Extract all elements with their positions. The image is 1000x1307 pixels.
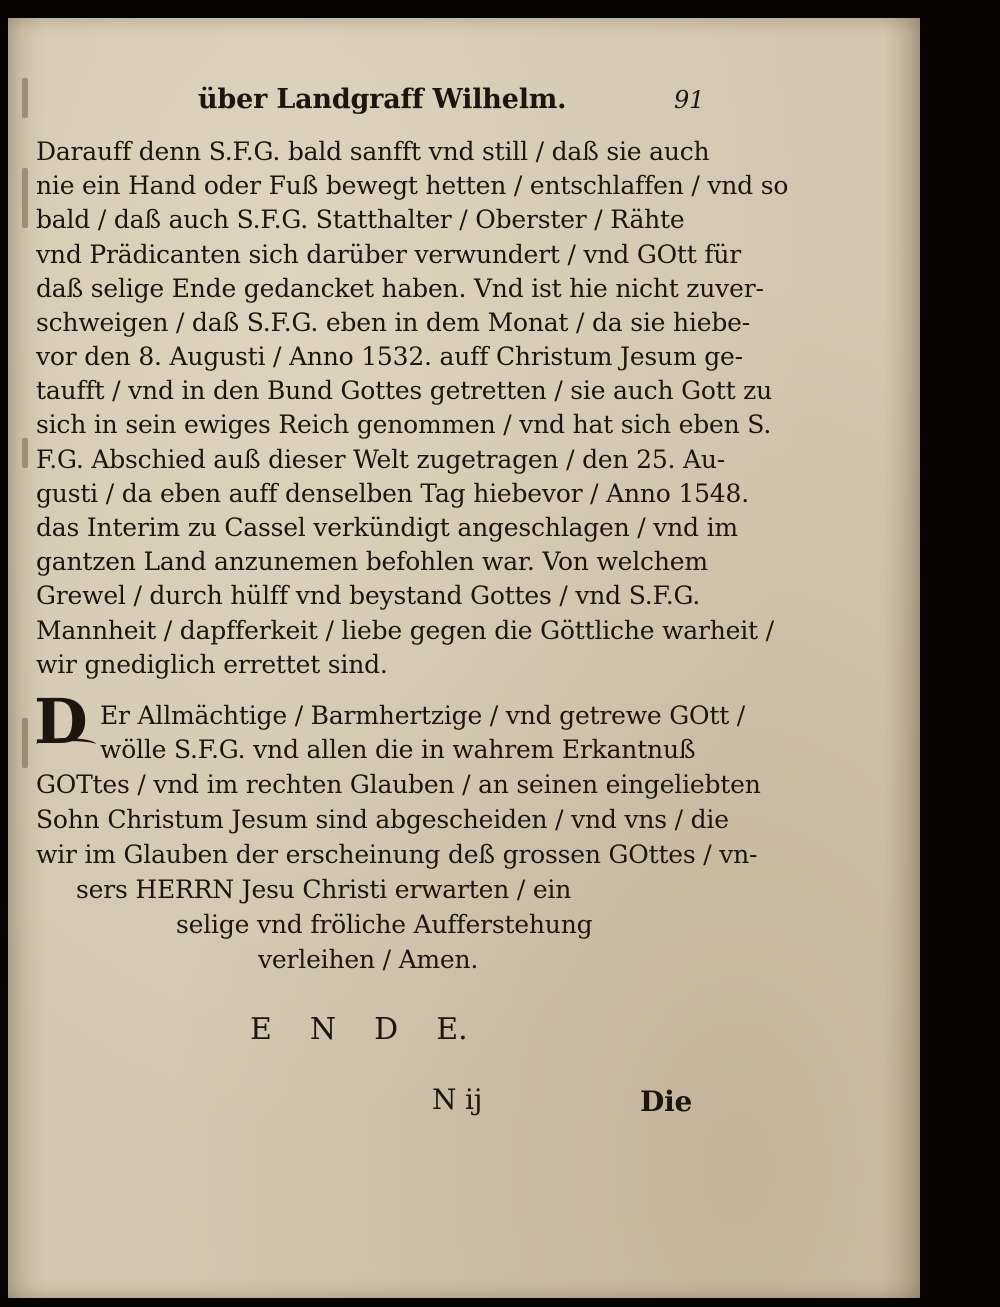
running-header: über Landgraff Wilhelm. — [198, 84, 567, 115]
body-line: Grewel / durch hülff vnd beystand Gottes / vnd S.F.G. — [36, 581, 701, 610]
finis-letter: E. — [436, 1012, 468, 1047]
gutter-stain — [22, 718, 28, 768]
body-line: vnd Prädicanten sich darüber verwundert / vnd GOtt für — [36, 240, 742, 269]
prayer-line: selige vnd fröliche Aufferstehung — [176, 910, 593, 939]
prayer-line: GOTtes / vnd im rechten Glauben / an seinen eingeliebten — [36, 770, 761, 799]
body-line: gantzen Land anzunemen befohlen war. Von welchem — [36, 547, 708, 576]
finis-letter: D — [374, 1012, 399, 1047]
prayer-line: wölle S.F.G. vnd allen die in wahrem Erkantnuß — [100, 735, 696, 764]
initial-letter: D — [34, 685, 88, 758]
prayer-line: wir im Glauben der erscheinung deß grossen GOttes / vn- — [36, 840, 758, 869]
body-line: nie ein Hand oder Fuß bewegt hetten / entschlaffen / vnd so — [36, 171, 789, 200]
finis-letter: N — [309, 1012, 337, 1047]
body-line: Darauff denn S.F.G. bald sanfft vnd still / daß sie auch — [36, 137, 710, 166]
catchword: Die — [640, 1085, 693, 1118]
body-line: sich in sein ewiges Reich genommen / vnd hat sich eben S. — [36, 410, 772, 439]
signature-mark: N ij — [432, 1083, 483, 1116]
body-line: schweigen / daß S.F.G. eben in dem Monat / da sie hiebe- — [36, 308, 750, 337]
gutter-stain — [22, 78, 28, 118]
finis-letter: E — [250, 1012, 272, 1047]
body-line: gusti / da eben auff denselben Tag hiebevor / Anno 1548. — [36, 479, 749, 508]
prayer-line: verleihen / Amen. — [258, 945, 479, 974]
body-line: das Interim zu Cassel verkündigt angeschlagen / vnd im — [36, 513, 738, 542]
body-line: wir gnediglich errettet sind. — [36, 650, 388, 679]
body-line: taufft / vnd in den Bund Gottes getretten / sie auch Gott zu — [36, 376, 773, 405]
gutter-stain — [22, 168, 28, 228]
initial-flourish — [36, 738, 96, 751]
body-line: vor den 8. Augusti / Anno 1532. auff Christum Jesum ge- — [36, 342, 743, 371]
prayer-line: sers HERRN Jesu Christi erwarten / ein — [76, 875, 572, 904]
page-number: 91 — [674, 86, 705, 114]
body-line: daß selige Ende gedancket haben. Vnd ist hie nicht zuver- — [36, 274, 764, 303]
gutter-stain — [22, 438, 28, 468]
prayer-line: Sohn Christum Jesum sind abgescheiden / vnd vns / die — [36, 805, 729, 834]
decorated-initial — [34, 685, 96, 758]
body-line: Mannheit / dapfferkeit / liebe gegen die Göttliche warheit / — [36, 616, 774, 645]
body-line: bald / daß auch S.F.G. Statthalter / Oberster / Rähte — [36, 205, 685, 234]
prayer-line: Er Allmächtige / Barmhertzige / vnd getrewe GOtt / — [100, 701, 746, 730]
body-line: F.G. Abschied auß dieser Welt zugetragen / den 25. Au- — [36, 445, 726, 474]
finis-line — [250, 1012, 506, 1047]
